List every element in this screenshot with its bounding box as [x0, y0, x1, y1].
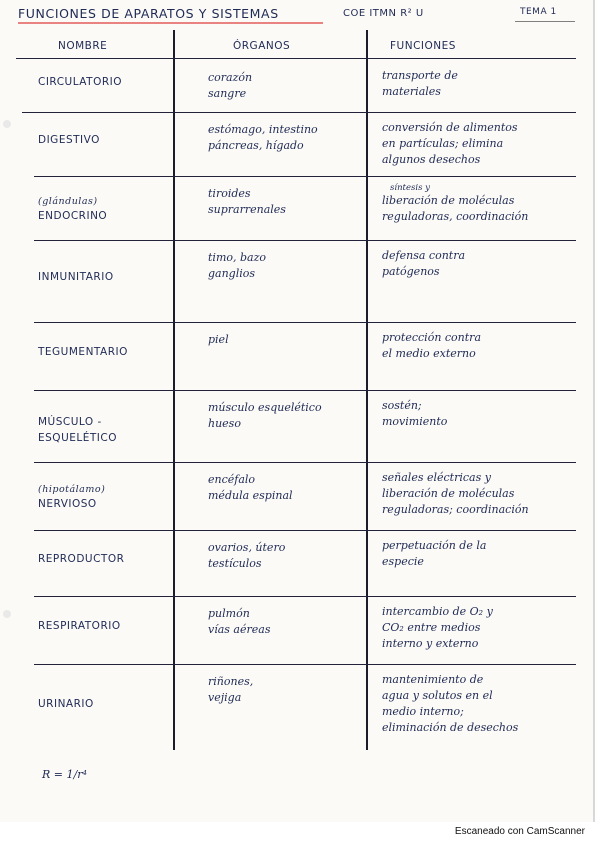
- organ-line: hueso: [208, 417, 241, 430]
- header-nombre: NOMBRE: [58, 40, 108, 52]
- title-underline: [18, 22, 323, 24]
- row-rule: [34, 390, 576, 391]
- function-line: movimiento: [382, 415, 448, 428]
- functions-cell: [382, 604, 577, 652]
- organs-cell: [208, 400, 363, 432]
- function-line: perpetuación de la: [382, 539, 487, 552]
- functions-cell: [382, 470, 577, 518]
- system-name: URINARIO: [38, 698, 94, 710]
- organ-line: pulmón: [208, 607, 250, 620]
- system-name: DIGESTIVO: [38, 134, 100, 146]
- system-name-cell: [38, 196, 168, 224]
- organs-cell: [208, 332, 363, 348]
- organ-line: ovarios, útero: [208, 541, 286, 554]
- row-rule: [34, 322, 576, 323]
- function-line: liberación de moléculas: [382, 194, 515, 207]
- header-organos: ÓRGANOS: [233, 40, 291, 52]
- function-line: defensa contra: [382, 249, 466, 262]
- function-line: conversión de alimentos: [382, 121, 518, 134]
- organs-cell: [208, 472, 363, 504]
- function-line: reguladoras, coordinación: [382, 210, 529, 223]
- system-name-cell: [38, 74, 168, 90]
- functions-cell: [382, 248, 577, 280]
- organs-cell: [208, 606, 363, 638]
- system-name-cell: [38, 414, 168, 446]
- function-line: mantenimiento de: [382, 673, 484, 686]
- row-rule: [34, 596, 576, 597]
- system-name-cell: [38, 696, 168, 712]
- functions-cell: [382, 538, 577, 570]
- function-line: transporte de: [382, 69, 458, 82]
- system-name: REPRODUCTOR: [38, 553, 125, 565]
- organ-line: encéfalo: [208, 473, 256, 486]
- organ-line: vejiga: [208, 691, 242, 704]
- header-funciones: FUNCIONES: [390, 40, 456, 52]
- system-name: TEGUMENTARIO: [38, 346, 128, 358]
- organ-line: piel: [208, 333, 229, 346]
- function-line: medio interno;: [382, 705, 464, 718]
- function-line: materiales: [382, 85, 441, 98]
- system-name: CIRCULATORIO: [38, 76, 123, 88]
- function-line: especie: [382, 555, 424, 568]
- function-line: intercambio de O₂ y: [382, 605, 493, 618]
- function-line: agua y solutos en el: [382, 689, 493, 702]
- tema-label: TEMA 1: [520, 7, 557, 17]
- system-name: ENDOCRINO: [38, 210, 108, 222]
- system-name-cell: [38, 551, 168, 567]
- organs-cell: [208, 540, 363, 572]
- functions-cell: [382, 330, 577, 362]
- function-line: interno y externo: [382, 637, 479, 650]
- organ-line: suprarrenales: [208, 203, 286, 216]
- organs-cell: [208, 250, 363, 282]
- function-note: síntesis y: [390, 183, 430, 193]
- header-rule: [16, 58, 576, 59]
- function-line: protección contra: [382, 331, 481, 344]
- system-name-cell: [38, 269, 168, 285]
- function-line: en partículas; elimina: [382, 137, 504, 150]
- organ-line: páncreas, hígado: [208, 139, 304, 152]
- row-rule: [34, 664, 576, 665]
- row-rule: [34, 240, 576, 241]
- system-name-note: (hipotálamo): [38, 484, 106, 495]
- functions-cell: [382, 184, 577, 225]
- functions-cell: [382, 68, 577, 100]
- system-name: RESPIRATORIO: [38, 620, 121, 632]
- organs-cell: [208, 122, 363, 154]
- system-name: INMUNITARIO: [38, 271, 114, 283]
- organ-line: músculo esquelético: [208, 401, 322, 414]
- functions-cell: [382, 120, 577, 168]
- page-subtitle: COE ITMN R² U: [343, 8, 424, 19]
- row-rule: [34, 462, 576, 463]
- binder-hole: [3, 610, 11, 618]
- system-name: NERVIOSO: [38, 498, 97, 510]
- functions-cell: [382, 672, 577, 736]
- organ-line: riñones,: [208, 675, 254, 688]
- formula-note: R = 1/r⁴: [42, 768, 87, 781]
- system-name: MÚSCULO - ESQUELÉTICO: [38, 416, 117, 444]
- organ-line: vías aéreas: [208, 623, 271, 636]
- page-title: FUNCIONES DE APARATOS Y SISTEMAS: [18, 6, 279, 21]
- function-line: el medio externo: [382, 347, 476, 360]
- organs-cell: [208, 186, 363, 218]
- organ-line: ganglios: [208, 267, 256, 280]
- function-line: eliminación de desechos: [382, 721, 519, 734]
- organ-line: sangre: [208, 87, 247, 100]
- organ-line: corazón: [208, 71, 253, 84]
- organs-cell: [208, 70, 363, 102]
- function-line: sostén;: [382, 399, 422, 412]
- function-line: patógenos: [382, 265, 440, 278]
- function-line: CO₂ entre medios: [382, 621, 481, 634]
- organ-line: tiroides: [208, 187, 251, 200]
- row-rule: [22, 112, 576, 113]
- functions-cell: [382, 398, 577, 430]
- system-name-cell: [38, 618, 168, 634]
- function-line: algunos desechos: [382, 153, 481, 166]
- tema-underline: [515, 21, 575, 22]
- system-name-cell: [38, 132, 168, 148]
- scanner-watermark: Escaneado con CamScanner: [454, 826, 585, 837]
- row-rule: [34, 176, 576, 177]
- function-line: reguladoras; coordinación: [382, 503, 529, 516]
- binder-hole: [3, 120, 11, 128]
- function-line: liberación de moléculas: [382, 487, 515, 500]
- organs-cell: [208, 674, 363, 706]
- organ-line: estómago, intestino: [208, 123, 318, 136]
- function-line: señales eléctricas y: [382, 471, 491, 484]
- row-rule: [34, 530, 576, 531]
- organ-line: médula espinal: [208, 489, 293, 502]
- system-name-cell: [38, 484, 168, 512]
- organ-line: testículos: [208, 557, 262, 570]
- organ-line: timo, bazo: [208, 251, 267, 264]
- system-name-cell: [38, 344, 168, 360]
- system-name-note: (glándulas): [38, 196, 98, 207]
